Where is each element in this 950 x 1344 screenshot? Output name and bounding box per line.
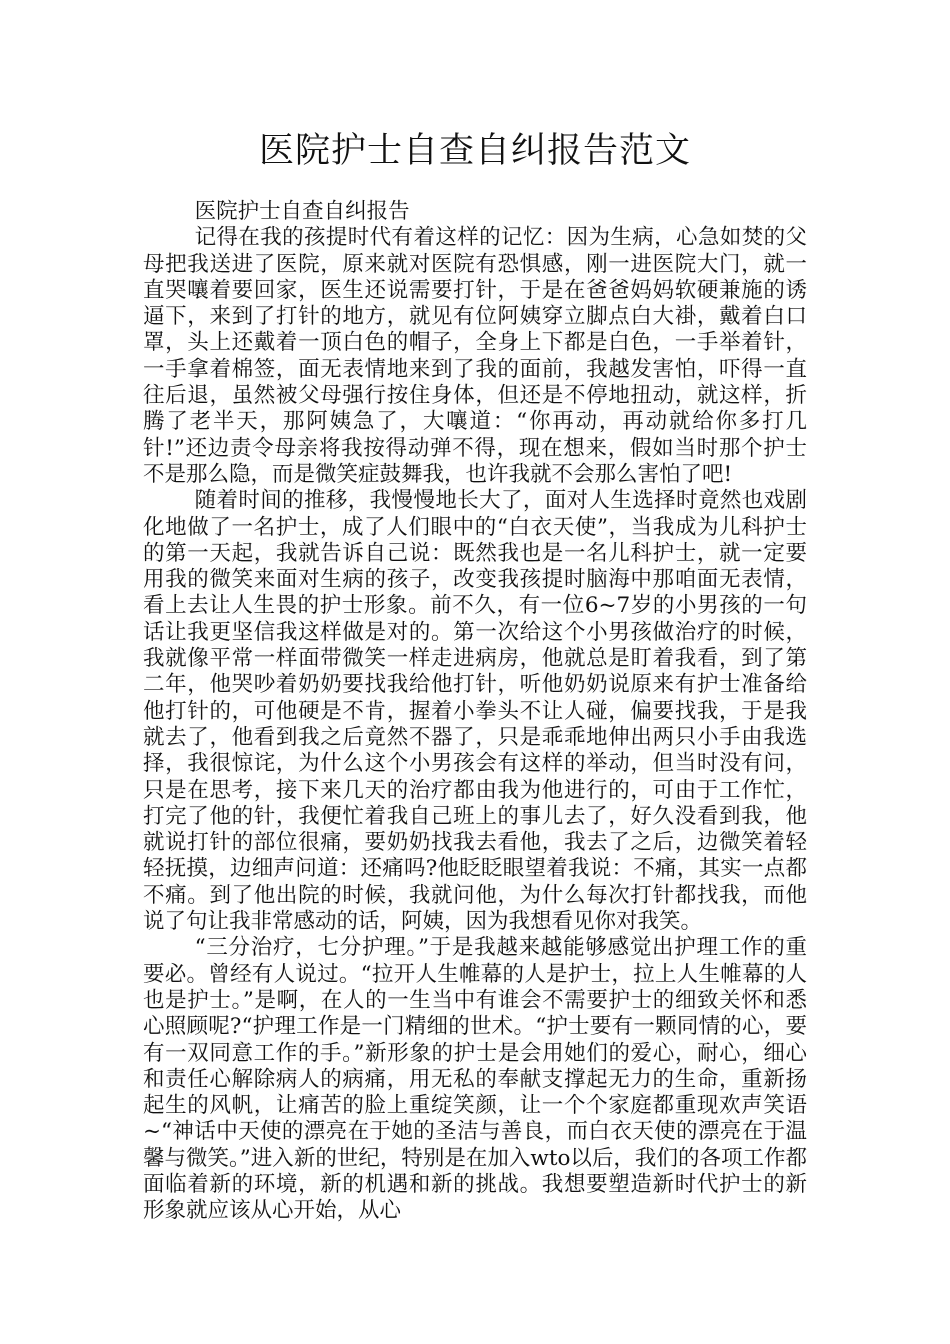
paragraph-1: 记得在我的孩提时代有着这样的记忆：因为生病，心急如焚的父母把我送进了医院，原来就对医院有恐惧感，刚一进医院大门，就一直哭嚷着要回家，医生还说需要打针，于是在爸爸妈妈软硬兼施的诱逼下，来到了打针的地方，就见有位阿姨穿立脚点白大褂，戴着白口罩，头上还戴着一顶白色的帽子，全身上下都是白色，一手举着针，一手拿着棉签，面无表情地来到了我的面前，我越发害怕，吓得一直往后退，虽然被父母强行按住身体，但还是不停地扭动，就这样，折腾了老半天，那阿姨急了，大嚷道：“你再动，再动就给你多打几针!”还边责令母亲将我按得动弹不得，现在想来，假如当时那个护士不是那么隐，而是微笑症鼓舞我，也许我就不会那么害怕了吧! [143,225,807,487]
document-title: 医院护士自查自纠报告范文 [258,131,691,171]
document-body [143,199,807,1225]
paragraph-2: 随着时间的推移，我慢慢地长大了，面对人生选择时竟然也戏剧化地做了一名护士，成了人们眼中的“白衣天使”，当我成为儿科护士的第一天起，我就告诉自己说：既然我也是一名儿科护士，就一定要用我的微笑来面对生病的孩子，改变我孩提时脑海中那咱面无表情，看上去让人生畏的护士形象。前不久，有一位6~7岁的小男孩的一句话让我更坚信我这样做是对的。第一次给这个小男孩做治疗的时候，我就像平常一样面带微笑一样走进病房，他就总是盯着我看，到了第二年，他哭吵着奶奶要找我给他打针，听他奶奶说原来有护士准备给他打针的，可他硬是不肯，握着小拳头不让人碰，偏要找我，于是我就去了，他看到我之后竟然不器了，只是乖乖地伸出两只小手由我选择，我很惊诧，为什么这个小男孩会有这样的举动，但当时没有问，只是在思考，接下来几天的治疗都由我为他进行的，可由于工作忙，打完了他的针，我便忙着我自己班上的事儿去了，好久没看到我，他就说打针的部位很痛，要奶奶找我去看他，我去了之后，边微笑着轻轻抚摸，边细声问道：还痛吗?他眨眨眼望着我说：不痛，其实一点都不痛。到了他出院的时候，我就问他，为什么每次打针都找我，而他说了句让我非常感动的话，阿姨，因为我想看见你对我笑。 [143,488,807,935]
paragraph-3: “三分治疗，七分护理。”于是我越来越能够感觉出护理工作的重要必。曾经有人说过。“拉开人生帷幕的人是护士，拉上人生帷幕的人也是护士。”是啊，在人的一生当中有谁会不需要护士的细致关怀和悉心照顾呢?“护理工作是一门精细的世术。“护士要有一颗同情的心，要有一双同意工作的手。”新形象的护士是会用她们的爱心，耐心，细心和责任心解除病人的病痛，用无私的奉献支撑起无力的生命，重新扬起生的风帆，让痛苦的脸上重绽笑颜，让一个个家庭都重现欢声笑语~“神话中天使的漂亮在于她的圣洁与善良，而白衣天使的漂亮在于温馨与微笑。”进入新的世纪，特别是在加入wto以后，我们的各项工作都面临着新的环境，新的机遇和新的挑战。我想要塑造新时代护士的新形象就应该从心开始，从心 [143,935,807,1224]
document-subtitle: 医院护士自查自纠报告 [194,199,410,224]
